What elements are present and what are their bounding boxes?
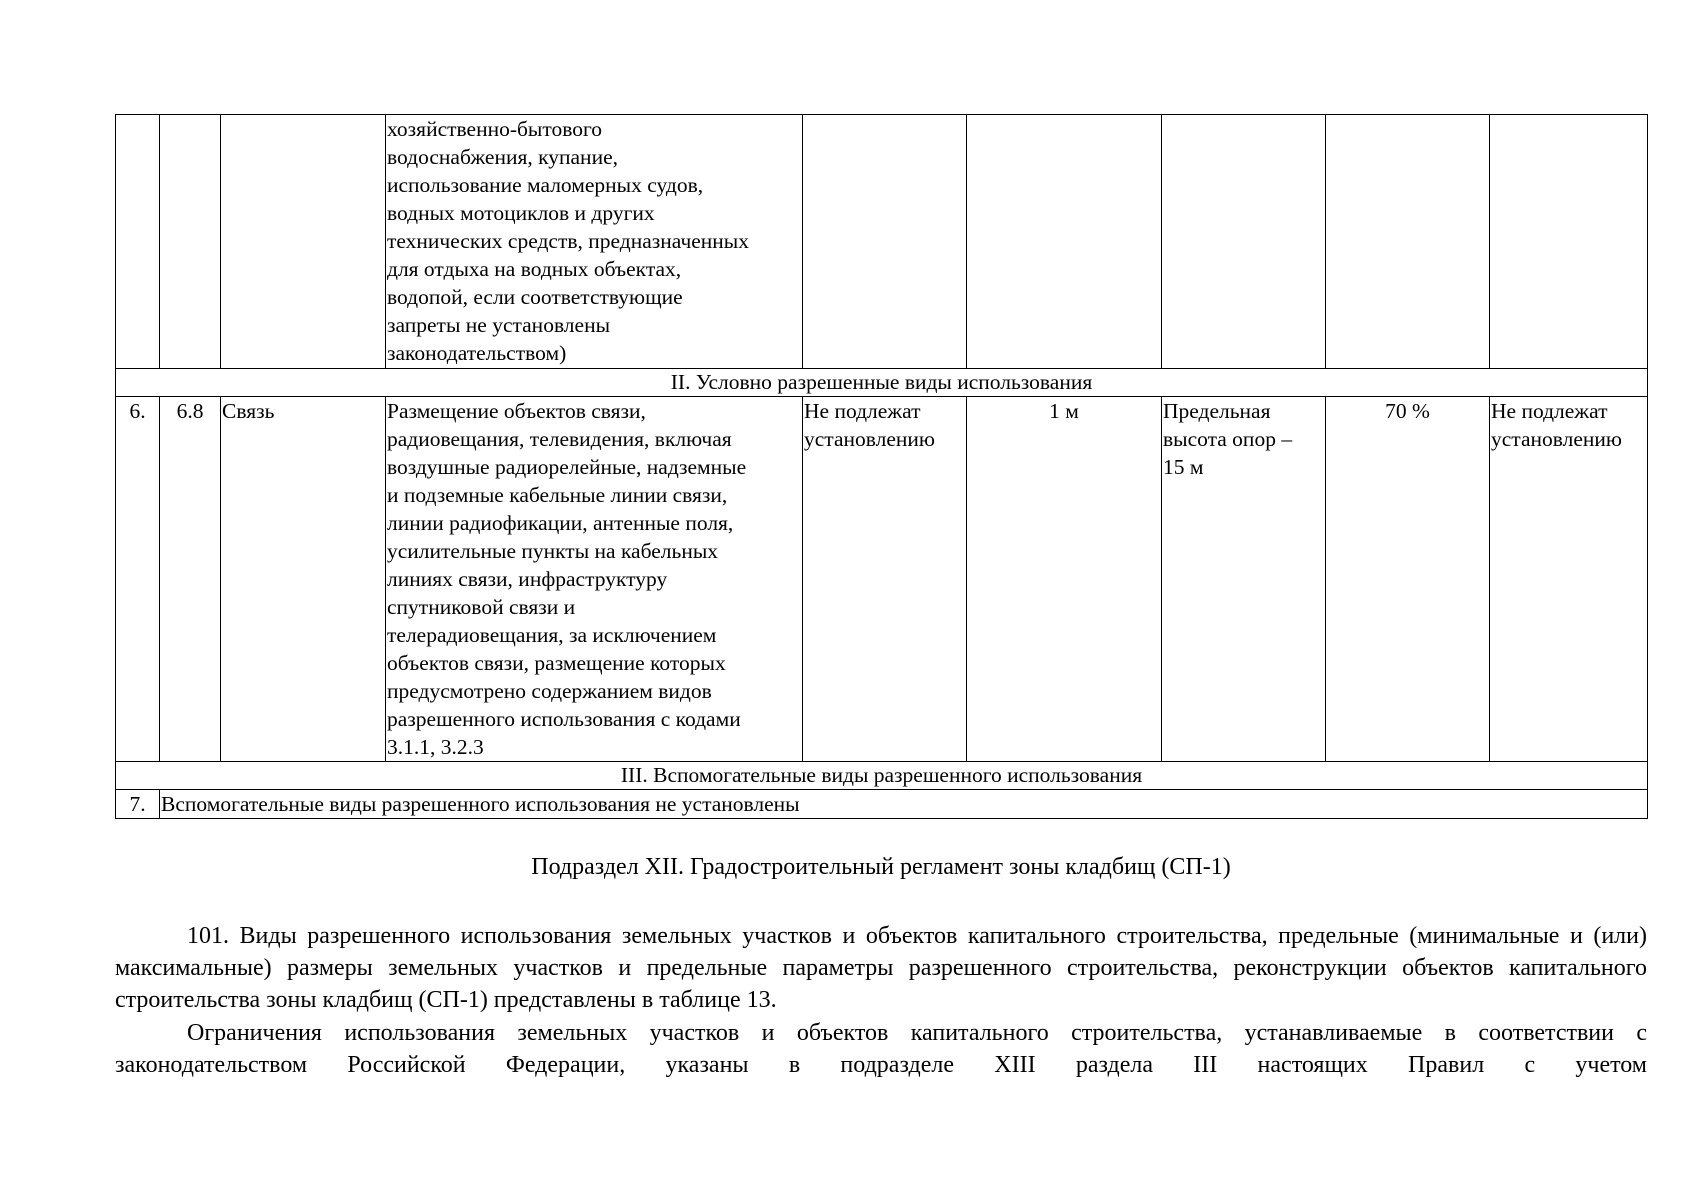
section-3-title: III. Вспомогательные виды разрешенного использования	[116, 762, 1648, 790]
text-line: усилительные пункты на кабельных	[387, 539, 719, 563]
section-row	[116, 369, 1648, 397]
row-use-name: Связь	[221, 397, 386, 762]
table-row	[116, 397, 1648, 762]
text-line: предусмотрено содержанием видов	[387, 679, 712, 703]
section-2-title: II. Условно разрешенные виды использования	[116, 369, 1648, 397]
cell-description	[386, 115, 803, 369]
subsection-heading: Подраздел XII. Градостроительный регламент зоны кладбищ (СП-1)	[531, 854, 1231, 880]
text-line: воздушные радиорелейные, надземные	[387, 455, 747, 479]
paragraph: Ограничения использования земельных участков и объектов капитального строительства, устанавливаемые в соответствии с законодательством Российской Федерации, указаны в подразделе XIII раздела III настоящих Правил с учетом	[115, 1020, 1647, 1078]
text-line: радиовещания, телевидения, включая	[387, 427, 732, 451]
text-line: использование маломерных судов,	[387, 173, 704, 197]
row-number: 7.	[116, 790, 160, 819]
text-line: установлению	[804, 427, 935, 451]
text-line: водопой, если соответствующие	[387, 285, 683, 309]
row-other	[1490, 397, 1648, 762]
text-line: законодательством)	[387, 341, 567, 365]
text-line: запреты не установлены	[387, 313, 611, 337]
regulation-table	[115, 114, 1648, 819]
text-line: хозяйственно-бытового	[387, 117, 603, 141]
text-line: Размещение объектов связи,	[387, 399, 646, 423]
cell-setback	[967, 115, 1162, 369]
text-line: Не подлежат	[804, 399, 921, 423]
text-line: телерадиовещания, за исключением	[387, 623, 717, 647]
cell-height	[1162, 115, 1326, 369]
text-line: Не подлежат	[1491, 399, 1608, 423]
text-line: объектов связи, размещение которых	[387, 651, 726, 675]
text-line: 3.1.1, 3.2.3	[387, 735, 484, 759]
cell-coverage	[1326, 115, 1490, 369]
text-line: 15 м	[1163, 455, 1204, 479]
text-line: водоснабжения, купание,	[387, 145, 618, 169]
row-plot-size	[803, 397, 967, 762]
cell-code	[160, 115, 221, 369]
text-line: технических средств, предназначенных	[387, 229, 750, 253]
text-line: линии радиофикации, антенные поля,	[387, 511, 734, 535]
cell-other	[1490, 115, 1648, 369]
row-description	[386, 397, 803, 762]
row-code: 6.8	[160, 397, 221, 762]
text-line: Предельная	[1163, 399, 1271, 423]
text-line: линиях связи, инфраструктуру	[387, 567, 668, 591]
cell-num	[116, 115, 160, 369]
text-line: для отдыха на водных объектах,	[387, 257, 682, 281]
row-coverage: 70 %	[1326, 397, 1490, 762]
row-text: Вспомогательные виды разрешенного использования не установлены	[160, 790, 1648, 819]
text-line: водных мотоциклов и других	[387, 201, 655, 225]
section-row	[116, 762, 1648, 790]
paragraph: 101. Виды разрешенного использования земельных участков и объектов капитального строительства, предельные (минимальные и (или) максимальные) размеры земельных участков и предельные параметры разрешенного строительства, реконструкции объектов капитального строительства зоны кладбищ (СП-1) представлены в таблице 13.	[115, 923, 1647, 1013]
text-line: высота опор –	[1163, 427, 1293, 451]
text-line: спутниковой связи и	[387, 595, 576, 619]
text-line: установлению	[1491, 427, 1622, 451]
row-height	[1162, 397, 1326, 762]
text-line: разрешенного использования с кодами	[387, 707, 741, 731]
table-row-continued	[116, 115, 1648, 369]
table-row	[116, 790, 1648, 819]
text-line: и подземные кабельные линии связи,	[387, 483, 728, 507]
row-setback: 1 м	[967, 397, 1162, 762]
row-number: 6.	[116, 397, 160, 762]
cell-plot-size	[803, 115, 967, 369]
cell-name	[221, 115, 386, 369]
